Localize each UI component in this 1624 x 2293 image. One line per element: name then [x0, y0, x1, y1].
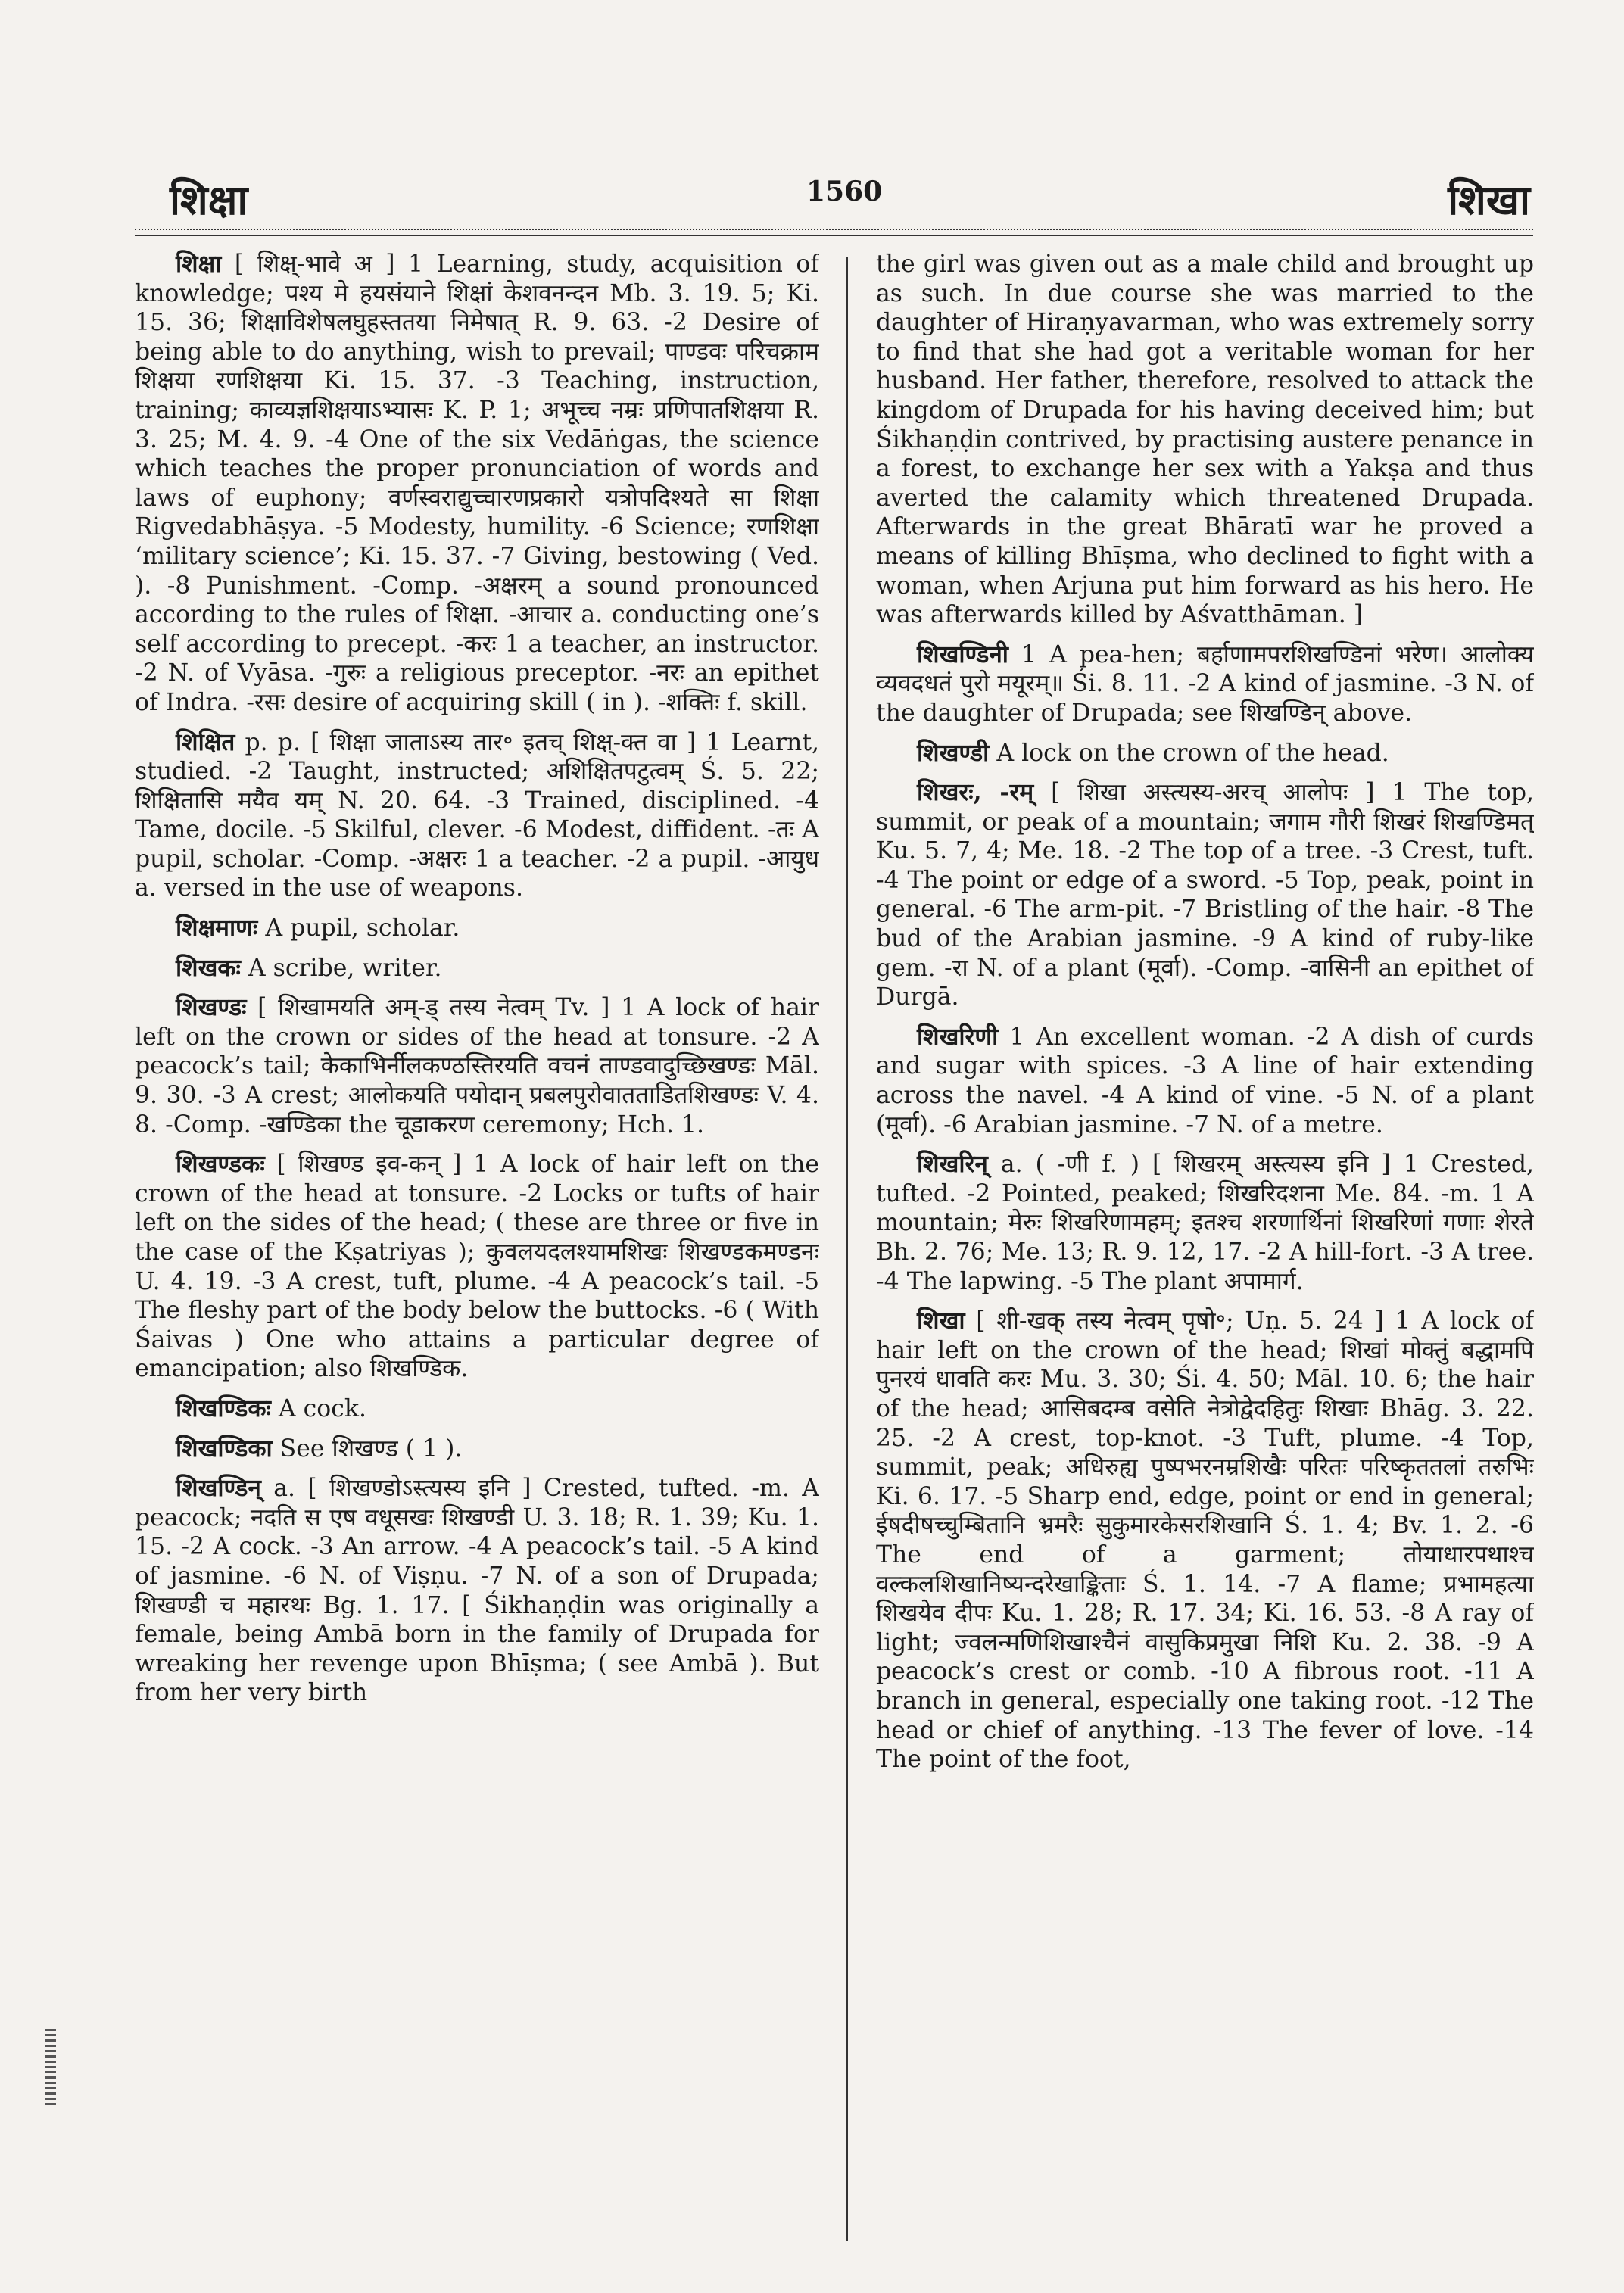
- entry-text: 1 A pea-hen; बर्हाणामपरशिखण्डिनां भरेण। आलोक्य व्यवदधतं पुरो मयूरम्॥ Śi. 8. 11. -2 A kind of jasmine. -3 N. of the daughter of Drupada; see शिखण्डिन् above.: [876, 640, 1534, 727]
- headword: शिखरः, -रम्: [917, 778, 1034, 807]
- dictionary-entry: [135, 954, 819, 983]
- headword: शिखण्डिकः: [176, 1394, 271, 1422]
- headword: शिखण्डकः: [176, 1150, 265, 1179]
- page-number: 1560: [806, 176, 883, 207]
- dictionary-entry: [876, 640, 1534, 728]
- dictionary-entry: [876, 778, 1534, 1012]
- headword: शिक्षित: [176, 727, 235, 756]
- dictionary-entry: [876, 1150, 1534, 1296]
- entry-text: A cock.: [270, 1394, 366, 1422]
- entry-text: p. p. [ शिक्षा जाताऽस्य तार॰ इतच् शिक्ष्-क्त वा ] 1 Learnt, studied. -2 Taught, instructed; अशिक्षितपटुत्वम् Ś. 5. 22; शिक्षितासि मयैव यम् N. 20. 64. -3 Trained, disciplined. -4 Tame, docile. -5 Skilful, clever. -6 Modest, diffident. -तः A pupil, scholar. -Comp. -अक्षरः 1 a teacher. -2 a pupil. -आयुध a. versed in the use of weapons.: [135, 728, 819, 902]
- entry-text: [ शिक्ष्-भावे अ ] 1 Learning, study, acquisition of knowledge; पश्य मे हयसंयाने शिक्षां केशवनन्दन Mb. 3. 19. 5; Ki. 15. 36; शिक्षाविशेषलघुहस्ततया निमेषात् R. 9. 63. -2 Desire of being able to do anything, wish to prevail; पाण्डवः परिचक्राम शिक्षया रणशिक्षया Ki. 15. 37. -3 Teaching, instruction, training; काव्यज्ञशिक्षयाऽभ्यासः K. P. 1; अभूच्च नम्रः प्रणिपातशिक्षया R. 3. 25; M. 4. 9. -4 One of the six Vedāṅgas, the science which teaches the proper pronunciation of words and laws of euphony; वर्णस्वराद्युच्चारणप्रकारो यत्रोपदिश्यते सा शिक्षा Rigvedabhāṣya. -5 Modesty, humility. -6 Science; रणशिक्षा ‘military science’; Ki. 15. 37. -7 Giving, bestowing ( Ved. ). -8 Punishment. -Comp. -अक्षरम् a sound pronounced according to the rules of शिक्षा. -आचार a. conducting one’s self according to precept. -करः 1 a teacher, an instructor. -2 N. of Vyāsa. -गुरुः a religious preceptor. -नरः an epithet of Indra. -रसः desire of acquiring skill ( in ). -शक्तिः f. skill.: [135, 251, 819, 716]
- entry-text: See शिखण्ड ( 1 ).: [272, 1435, 463, 1463]
- dictionary-entry: [135, 1150, 819, 1384]
- entry-text: [ शी-खक् तस्य नेत्वम् पृषो॰; Uṇ. 5. 24 ] 1 A lock of hair left on the crown of the head; शिखां मोक्तुं बद्धामपि पुनरयं धावति करः Mu. 3. 30; Śi. 4. 50; Māl. 10. 6; the hair of the head; आसिबदम्ब वसेति नेत्रोद्वेदहितुः शिखाः Bhāg. 3. 22. 25. -2 A crest, top-knot. -3 Tuft, plume. -4 Top, summit, peak; अधिरुह्य पुष्पभरनम्रशिखैः परितः परिष्कृततलां तरुभिः Ki. 6. 17. -5 Sharp end, edge, point or end in general; ईषदीषच्चुम्बितानि भ्रमरैः सुकुमारकेसरशिखानि Ś. 1. 4; Bv. 1. 2. -6 The end of a garment; तोयाधारपथाश्च वल्कलशिखानिष्यन्दरेखाङ्किताः Ś. 1. 14. -7 A flame; प्रभामहत्या शिखयेव दीपः Ku. 1. 28; R. 17. 34; Ki. 16. 53. -8 A ray of light; ज्वलन्मणिशिखाश्चैनं वासुकिप्रमुखा निशि Ku. 2. 38. -9 A peacock’s crest or comb. -10 A fibrous root. -11 A branch in general, especially one taking root. -12 The head or chief of anything. -13 The fever of love. -14 The point of the foot,: [876, 1307, 1534, 1774]
- headword: शिखण्डः: [176, 993, 247, 1022]
- dictionary-entry: [135, 993, 819, 1139]
- headword: शिखरिन्: [917, 1150, 988, 1179]
- headword: शिखा: [917, 1307, 965, 1335]
- margin-scan-mark: [45, 2029, 56, 2105]
- entry-text: A scribe, writer.: [240, 954, 442, 982]
- dictionary-entry-continued: [876, 250, 1534, 630]
- headword: शिखण्डिका: [176, 1434, 273, 1463]
- entry-text: A lock on the crown of the head.: [989, 739, 1389, 767]
- entry-text: 1 An excellent woman. -2 A dish of curds and sugar with spices. -3 A line of hair extending across the navel. -4 A kind of vine. -5 N. of a plant (मूर्वा). -6 Arabian jasmine. -7 N. of a metre.: [876, 1023, 1534, 1139]
- dictionary-entry: [135, 914, 819, 943]
- headword: शिखण्डिन्: [176, 1474, 261, 1503]
- dictionary-entry: [135, 1394, 819, 1424]
- header-left-word: शिक्षा: [170, 176, 248, 224]
- header-rule: [135, 235, 1533, 236]
- entry-text: [ शिखा अस्त्यस्य-अरच् आलोपः ] 1 The top, summit, or peak of a mountain; जगाम गौरी शिखरं शिखण्डिमत् Ku. 5. 7, 4; Me. 18. -2 The top of a tree. -3 Crest, tuft. -4 The point or edge of a sword. -5 Top, peak, point in general. -6 The arm-pit. -7 Bristling of the hair. -8 The bud of the Arabian jasmine. -9 A kind of ruby-like gem. -रा N. of a plant (मूर्वा). -Comp. -वासिनी an epithet of Durgā.: [876, 779, 1534, 1011]
- dictionary-entry: [876, 1307, 1534, 1774]
- right-column: [876, 250, 1534, 2248]
- dictionary-entry: [135, 1435, 819, 1464]
- entry-text: [ शिखामयति अम्-ड् तस्य नेत्वम् Tv. ] 1 A lock of hair left on the crown or sides of the head at tonsure. -2 A peacock’s tail; केकाभिर्नीलकण्ठस्तिरयति वचनं ताण्डवादुच्छिखण्डः Māl. 9. 30. -3 A crest; आलोकयति पयोदान् प्रबलपुरोवातताडितशिखण्डः V. 4. 8. -Comp. -खण्डिका the चूडाकरण ceremony; Hch. 1.: [135, 994, 819, 1139]
- entry-text: A pupil, scholar.: [257, 914, 460, 942]
- dictionary-entry: [876, 1023, 1534, 1139]
- headword: शिक्षमाणः: [176, 914, 258, 942]
- dictionary-entry: [876, 739, 1534, 768]
- headword: शिखकः: [176, 953, 241, 982]
- entry-text: [ शिखण्ड इव-कन् ] 1 A lock of hair left on the crown of the head at tonsure. -2 Locks or tufts of hair left on the sides of the head; ( these are three or five in the case of the Kṣatriyas ); कुवलयदलश्यामशिखः शिखण्डकमण्डनः U. 4. 19. -3 A crest, tuft, plume. -4 A peacock’s tail. -5 The fleshy part of the body below the buttocks. -6 ( With Śaivas ) One who attains a particular degree of emancipation; also शिखण्डिक.: [135, 1151, 819, 1383]
- header-rule-dotted: [135, 229, 1533, 230]
- entry-text: a. [ शिखण्डोऽस्त्यस्य इनि ] Crested, tufted. -m. A peacock; नदति स एष वधूसखः शिखण्डी U. 3. 18; R. 1. 39; Ku. 1. 15. -2 A cock. -3 An arrow. -4 A peacock’s tail. -5 A kind of jasmine. -6 N. of Viṣṇu. -7 N. of a son of Drupada; शिखण्डी च महारथः Bg. 1. 17. [ Śikhaṇḍin was originally a female, being Ambā born in the family of Drupada for wreaking her revenge upon Bhīṣma; ( see Ambā ). But from her very birth: [135, 1475, 819, 1707]
- entry-text: a. ( -णी f. ) [ शिखरम् अस्त्यस्य इनि ] 1 Crested, tufted. -2 Pointed, peaked; शिखरिदशना Me. 84. -m. 1 A mountain; मेरुः शिखरिणामहम्; इतश्च शरणार्थिनां शिखरिणां गणाः शेरते Bh. 2. 76; Me. 13; R. 9. 12, 17. -2 A hill-fort. -3 A tree. -4 The lapwing. -5 The plant अपामार्ग.: [876, 1151, 1534, 1295]
- dictionary-entry: [135, 250, 819, 718]
- dictionary-entry: [135, 1474, 819, 1708]
- headword: शिखण्डी: [917, 738, 990, 767]
- headword: शिक्षा: [176, 250, 222, 278]
- entry-text: the girl was given out as a male child and brought up as such. In due course she was married to the daughter of Hiraṇyavarman, who was extremely sorry to find that she had got a veritable woman for her husband. Her father, therefore, resolved to attack the kingdom of Drupada for his having deceived him; but Śikhaṇḍin contrived, by practising austere penance in a forest, to exchange her sex with a Yakṣa and thus averted the calamity which threatened Drupada. Afterwards in the great Bhāratī war he proved a means of killing Bhīṣma, who declined to fight with a woman, when Arjuna put him forward as his hero. He was afterwards killed by Aśvatthāman. ]: [876, 251, 1534, 629]
- headword: शिखण्डिनी: [917, 640, 1008, 668]
- column-divider: [846, 257, 848, 2241]
- left-column: [135, 250, 819, 2248]
- dictionary-entry: [135, 728, 819, 904]
- header-right-word: शिखा: [1448, 176, 1530, 224]
- headword: शिखरिणी: [917, 1022, 999, 1051]
